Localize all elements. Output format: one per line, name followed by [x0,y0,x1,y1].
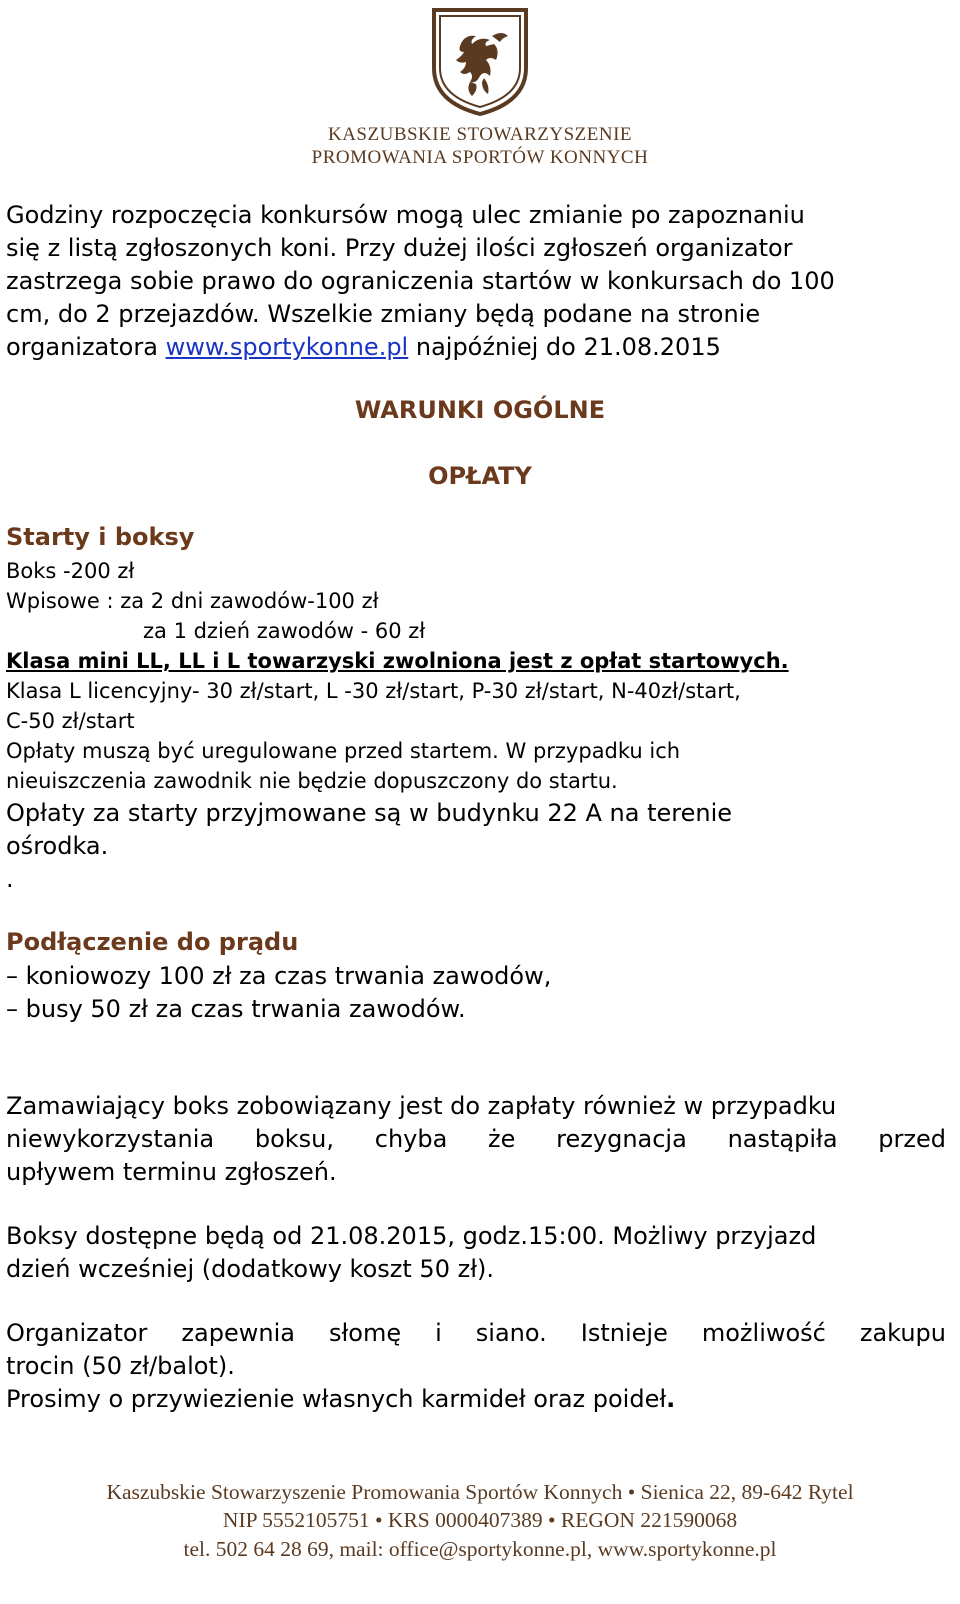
intro-line [6,331,946,364]
intro-line: zastrzega sobie prawo do ograniczenia startów w konkursach do 100 [6,267,835,295]
power-item-buses: – busy 50 zł za czas trwania zawodów. [6,995,466,1023]
power-item-trucks: – koniowozy 100 zł za czas trwania zawodów, [6,962,552,990]
availability-paragraph [6,1220,946,1286]
intro-line: się z listą zgłoszonych koni. Przy dużej ilości zgłoszeń organizator [6,234,793,262]
class-fees-line: Klasa L licencyjny- 30 zł/start, L -30 zł/start, P-30 zł/start, N-40zł/start, [6,679,741,703]
org-name-line1: KASZUBSKIE STOWARZYSZENIE [327,124,632,145]
starts-boxes-heading: Starty i boksy [6,523,195,551]
payment-place-line: Opłaty za starty przyjmowane są w budynku 22 A na terenie [6,799,733,827]
stray-dot: . [6,865,14,893]
payment-note: Opłaty muszą być uregulowane przed startem. W przypadku ich [6,739,681,763]
payment-place [6,797,946,896]
fees-heading: OPŁATY [428,462,532,490]
exemption-note: Klasa mini LL, LL i L towarzyski zwolniona jest z opłat startowych. [6,649,789,673]
payment-place-line: ośrodka. [6,832,109,860]
straw-line: trocin (50 zł/balot). [6,1352,235,1380]
intro-prefix: organizatora [6,333,166,361]
fees-section [6,556,946,796]
order-line: niewykorzystania boksu, chyba że rezygnacja nastąpiła przed [6,1125,946,1153]
intro-line: cm, do 2 przejazdów. Wszelkie zmiany będą podane na stronie [6,300,761,328]
footer-registry: NIP 5552105751 • KRS 0000407389 • REGON 221590068 [222,1508,738,1532]
entry-fee-1day: za 1 dzień zawodów - 60 zł [143,619,426,643]
bring-line [6,1383,946,1416]
website-link[interactable]: www.sportykonne.pl [165,333,409,361]
straw-line: Organizator zapewnia słomę i siano. Istnieje możliwość zakupu [6,1319,946,1347]
payment-note: nieuiszczenia zawodnik nie będzie dopuszczony do startu. [6,769,618,793]
availability-line: Boksy dostępne będą od 21.08.2015, godz.15:00. Możliwy przyjazd [6,1222,817,1250]
entry-fee-2days: Wpisowe : za 2 dni zawodów-100 zł [6,589,379,613]
power-list [6,960,946,1026]
order-paragraph [6,1090,946,1189]
intro-paragraph [6,199,946,364]
intro-line: Godziny rozpoczęcia konkursów mogą ulec zmianie po zapoznaniu [6,201,805,229]
box-fee: Boks -200 zł [6,559,135,583]
class-fees-line: C-50 zł/start [6,709,135,733]
order-line: upływem terminu zgłoszeń. [6,1158,337,1186]
association-logo [430,6,530,118]
order-line: Zamawiający boks zobowiązany jest do zapłaty również w przypadku [6,1092,837,1120]
power-heading: Podłączenie do prądu [6,928,299,956]
bring-text: Prosimy o przywiezienie własnych karmideł oraz poideł [6,1385,667,1413]
footer-address: Kaszubskie Stowarzyszenie Promowania Sportów Konnych • Sienica 22, 89-642 Rytel [106,1480,854,1504]
footer-contact: tel. 502 64 28 69, mail: office@sportykonne.pl, www.sportykonne.pl [183,1537,777,1561]
bring-dot: . [666,1385,676,1413]
org-name-line2: PROMOWANIA SPORTÓW KONNYCH [311,147,649,168]
straw-paragraph [6,1317,946,1416]
general-conditions-heading: WARUNKI OGÓLNE [354,396,606,424]
availability-line: dzień wcześniej (dodatkowy koszt 50 zł). [6,1255,495,1283]
intro-suffix: najpóźniej do 21.08.2015 [408,333,721,361]
